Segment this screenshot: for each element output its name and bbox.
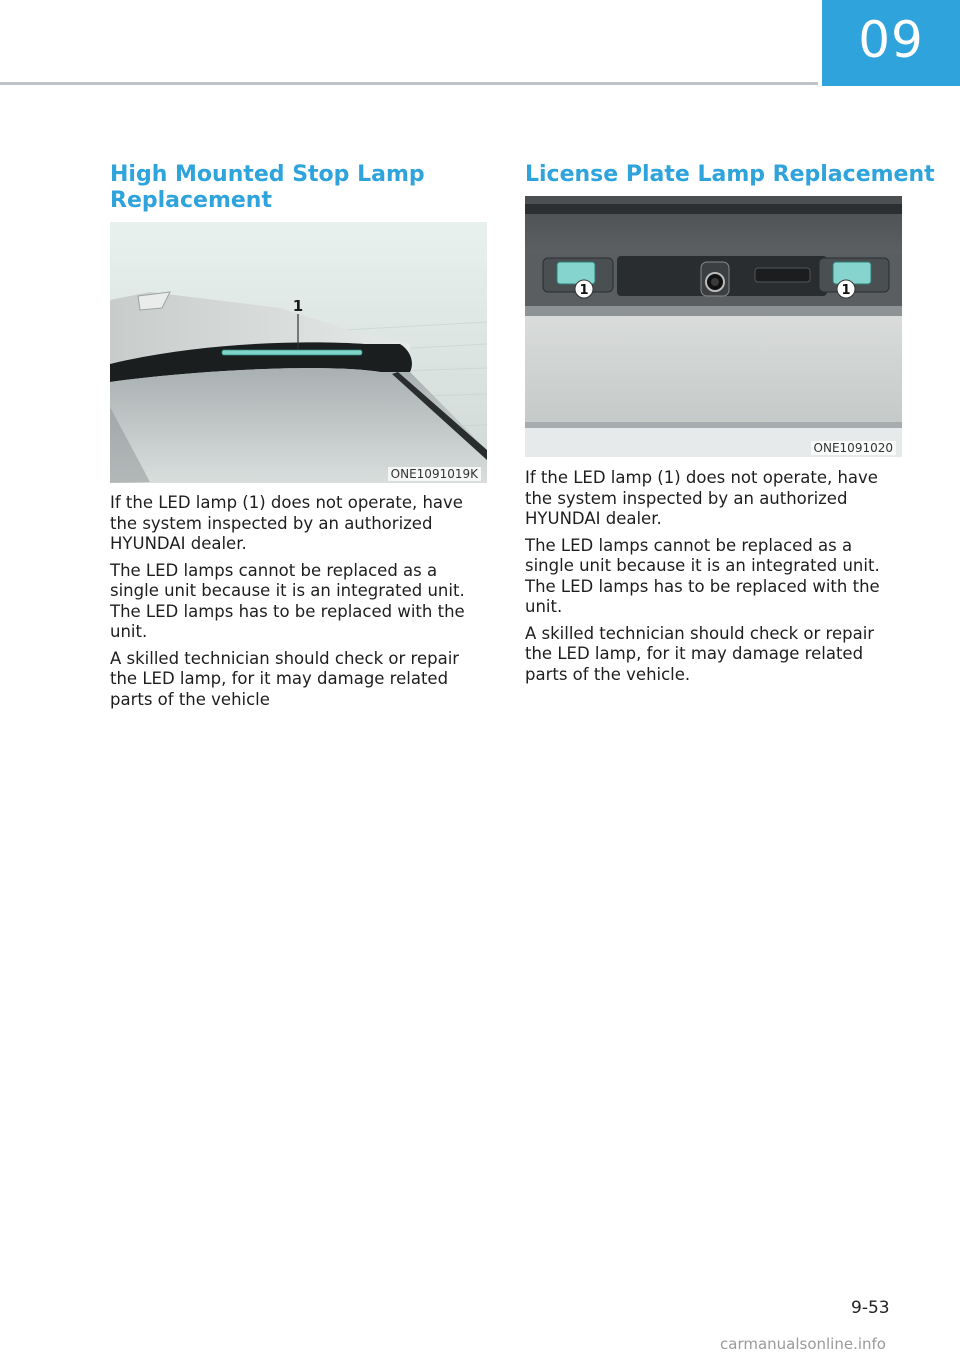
license-lamp-figure xyxy=(525,196,902,457)
section-title-stop-lamp xyxy=(110,162,425,214)
paragraph: A skilled technician should check or repair the LED lamp, for it may damage related parts of the vehicle xyxy=(110,648,460,709)
stop-lamp-body xyxy=(110,493,487,716)
license-lamp-body xyxy=(525,468,902,691)
figure-code: ONE1091019K xyxy=(388,467,481,481)
paragraph: The LED lamps cannot be replaced as a single unit because it is an integrated unit. The LED lamps has to be replaced with the unit. xyxy=(110,560,465,641)
paragraph: If the LED lamp (1) does not operate, have the system inspected by an authorized HYUNDAI dealer. xyxy=(110,493,463,553)
section-title-line1: High Mounted Stop Lamp xyxy=(110,162,425,187)
license-lamp-illustration xyxy=(525,196,902,457)
stop-lamp-illustration xyxy=(110,222,487,483)
license-lamp-callout-right: 1 xyxy=(841,283,851,298)
header-rule xyxy=(0,82,818,85)
section-title-license-lamp: License Plate Lamp Replacement xyxy=(525,162,935,187)
stop-lamp-callout: 1 xyxy=(292,297,304,315)
chapter-number: 09 xyxy=(858,11,924,69)
license-lamp-callout-left: 1 xyxy=(579,283,589,298)
paragraph: A skilled technician should check or repair the LED lamp, for it may damage related parts of the vehicle. xyxy=(525,623,875,684)
watermark-text: carmanualsonline.info xyxy=(720,1335,886,1353)
page-number: 9-53 xyxy=(851,1298,890,1318)
paragraph: The LED lamps cannot be replaced as a single unit because it is an integrated unit. The LED lamps has to be replaced with the unit. xyxy=(525,535,880,616)
stop-lamp-figure xyxy=(110,222,487,483)
chapter-tab xyxy=(822,0,960,86)
paragraph: If the LED lamp (1) does not operate, have the system inspected by an authorized HYUNDAI dealer. xyxy=(525,468,878,528)
figure-code: ONE1091020 xyxy=(811,441,896,455)
section-title-line2: Replacement xyxy=(110,188,272,213)
